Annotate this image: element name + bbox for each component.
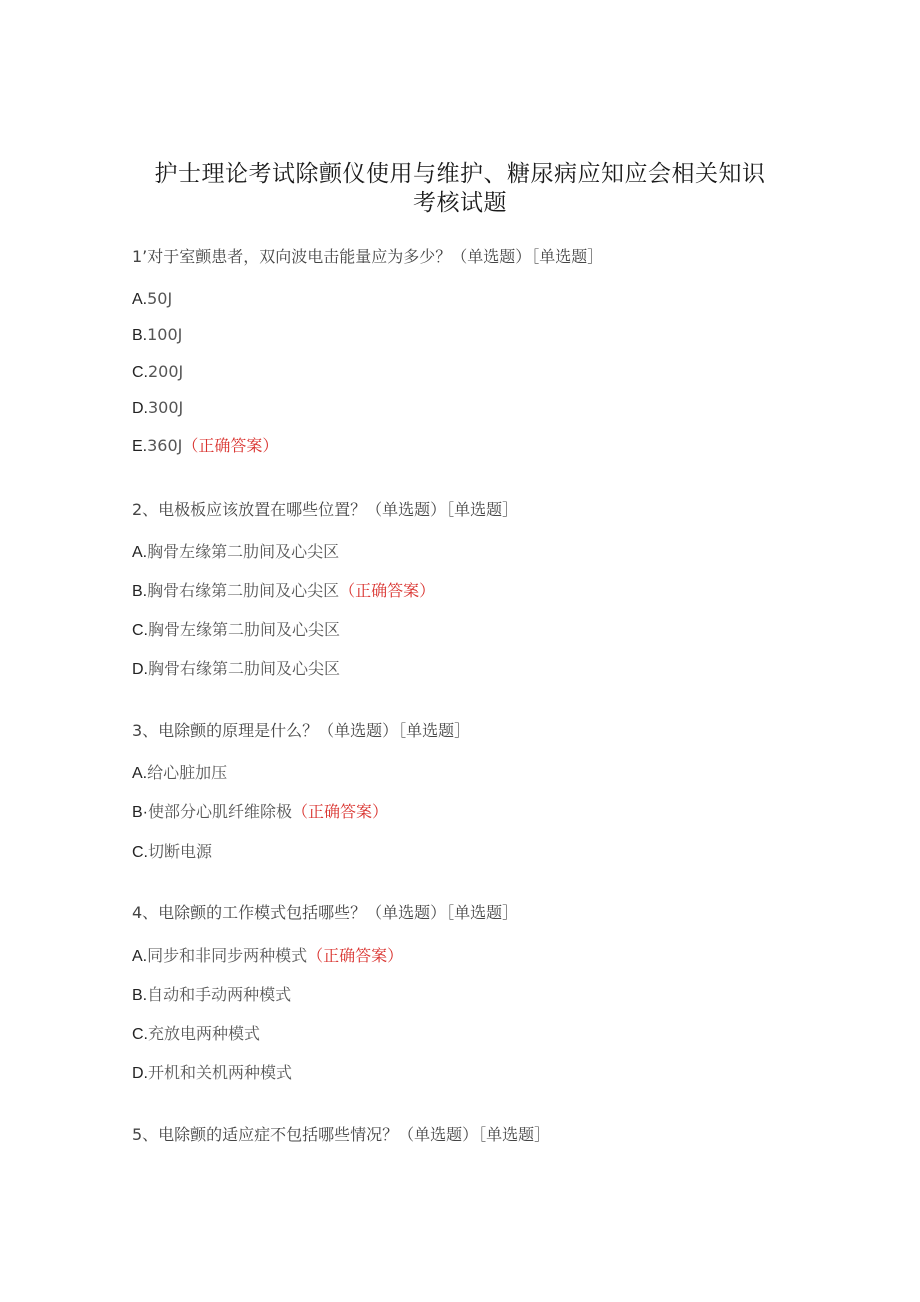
- option-text: 切断电源: [148, 842, 213, 861]
- question-4-option-a: [132, 946, 403, 967]
- question-1-option-d: [132, 398, 183, 419]
- option-text: 给心脏加压: [147, 763, 228, 782]
- option-text: 胸骨右缘第二肋间及心尖区: [147, 581, 340, 600]
- question-4-option-b: [132, 985, 291, 1006]
- title-line-2: 考核试题: [413, 190, 507, 216]
- question-1-option-c: [132, 362, 183, 383]
- option-text: 200J: [148, 362, 184, 381]
- option-letter: A.: [132, 291, 148, 308]
- option-letter: A.: [132, 948, 148, 965]
- question-1-option-e: [132, 436, 278, 457]
- option-text: 胸骨左缘第二肋间及心尖区: [147, 542, 340, 561]
- option-letter: D.: [132, 1065, 148, 1082]
- question-4-option-c: [132, 1024, 260, 1045]
- option-letter: C.: [132, 622, 148, 639]
- title-line-1: 护士理论考试除颤仪使用与维护、糖尿病应知应会相关知识: [154, 161, 766, 187]
- option-letter: D.: [132, 400, 148, 417]
- option-text: 胸骨右缘第二肋间及心尖区: [148, 659, 341, 678]
- question-3-option-b: [132, 802, 388, 823]
- option-text: 300J: [148, 398, 184, 417]
- option-letter: B.: [132, 583, 148, 600]
- option-text: 100J: [147, 325, 183, 344]
- option-text: 使部分心肌纤维除极: [148, 802, 293, 821]
- option-letter: B.: [132, 987, 148, 1004]
- question-2-option-c: [132, 620, 340, 641]
- question-5: 5、电除颤的适应症不包括哪些情况？（单选题）［单选题］: [132, 1125, 551, 1144]
- document-title: [110, 160, 810, 218]
- option-text: 自动和手动两种模式: [147, 985, 292, 1004]
- correct-answer-tag: （正确答案）: [292, 802, 389, 821]
- option-letter: A.: [132, 765, 148, 782]
- question-2-option-a: [132, 542, 339, 563]
- correct-answer-tag: （正确答案）: [339, 581, 436, 600]
- option-letter: B·: [132, 804, 148, 821]
- option-text: 50J: [147, 289, 173, 308]
- question-3-option-c: [132, 842, 212, 863]
- option-letter: C.: [132, 844, 148, 861]
- option-text: 充放电两种模式: [148, 1024, 261, 1043]
- question-2-option-b: [132, 581, 435, 602]
- option-letter: A.: [132, 544, 148, 561]
- question-2: 2、电极板应该放置在哪些位置？（单选题）［单选题］: [132, 500, 519, 519]
- option-letter: C.: [132, 364, 148, 381]
- question-1-option-b: [132, 325, 182, 346]
- question-3-option-a: [132, 763, 227, 784]
- option-text: 胸骨左缘第二肋间及心尖区: [148, 620, 341, 639]
- option-letter: B.: [132, 327, 148, 344]
- correct-answer-tag: （正确答案）: [182, 436, 279, 455]
- option-letter: D.: [132, 661, 148, 678]
- option-text: 同步和非同步两种模式: [147, 946, 308, 965]
- question-1-option-a: [132, 289, 172, 310]
- question-3: 3、电除颤的原理是什么？（单选题）［单选题］: [132, 721, 471, 740]
- option-text: 360J: [147, 436, 183, 455]
- question-1: 1’对于室颤患者，双向波电击能量应为多少？（单选题）［单选题］: [132, 247, 604, 266]
- question-2-option-d: [132, 659, 340, 680]
- question-4: 4、电除颤的工作模式包括哪些？（单选题）［单选题］: [132, 903, 519, 922]
- correct-answer-tag: （正确答案）: [307, 946, 404, 965]
- question-4-option-d: [132, 1063, 292, 1084]
- option-letter: C.: [132, 1026, 148, 1043]
- option-text: 开机和关机两种模式: [148, 1063, 293, 1082]
- option-letter: E.: [132, 438, 148, 455]
